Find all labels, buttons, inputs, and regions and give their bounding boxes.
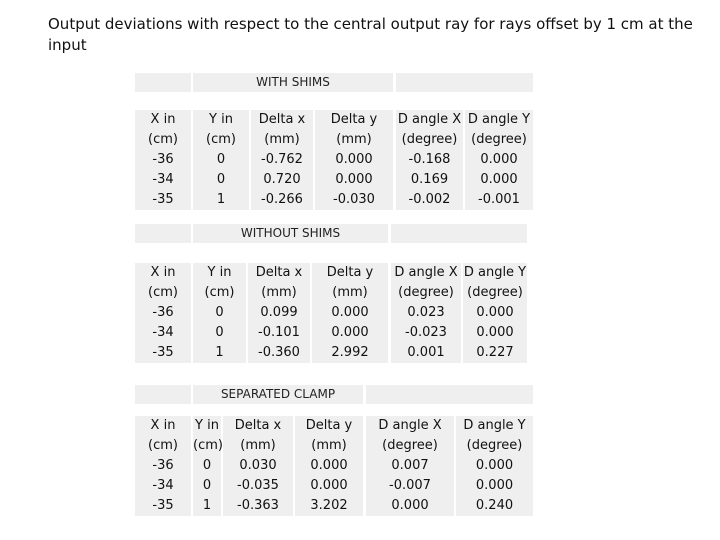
column-header: Delta x	[255, 265, 303, 280]
column-header: D angle X	[378, 418, 442, 433]
column-header: Delta y	[330, 112, 378, 127]
table-cell: -0.007	[389, 478, 431, 493]
column-header: X in	[150, 112, 176, 127]
column-unit: (mm)	[311, 438, 347, 453]
table-cell: 0.030	[239, 458, 277, 473]
column-y-in	[193, 416, 221, 516]
column-unit: (cm)	[148, 132, 178, 147]
caption-spacer	[366, 385, 533, 404]
table-cell: 0	[202, 458, 212, 473]
table-cell: 0.000	[480, 172, 518, 187]
table-cell: 0.023	[407, 305, 445, 320]
column-unit: (cm)	[148, 438, 178, 453]
table-cell: -0.360	[258, 345, 300, 360]
table-cell: 0.000	[331, 305, 369, 320]
column-delta-x	[248, 263, 310, 363]
caption-spacer	[135, 73, 191, 92]
column-x-in	[135, 263, 191, 363]
table-cell: 0	[202, 478, 212, 493]
column-unit: (degree)	[382, 438, 438, 453]
column-unit: (degree)	[398, 285, 454, 300]
column-unit: (cm)	[204, 285, 235, 300]
table-cell: 0.720	[263, 172, 301, 187]
table-cell: 0.169	[410, 172, 449, 187]
table-cell: 0.240	[475, 498, 514, 513]
column-unit: (degree)	[471, 132, 527, 147]
column-header: Y in	[207, 265, 232, 280]
column-header: D angle X	[394, 265, 458, 280]
table-caption: SEPARATED CLAMP	[193, 385, 363, 404]
column-d-angle-y	[465, 110, 533, 210]
table-cell: -0.002	[408, 192, 451, 207]
column-delta-x	[251, 110, 313, 210]
column-unit: (mm)	[240, 438, 276, 453]
column-unit: (cm)	[206, 132, 236, 147]
table-cell: -0.035	[237, 478, 279, 493]
column-header: Delta x	[234, 418, 282, 433]
column-d-angle-x	[366, 416, 454, 516]
table-cell: 0	[216, 172, 226, 187]
table-cell: -34	[152, 325, 174, 340]
table-cell: 0.000	[475, 458, 514, 473]
column-y-in	[193, 263, 246, 363]
column-delta-y	[315, 110, 393, 210]
table-cell: -36	[152, 152, 174, 167]
caption-spacer	[391, 224, 527, 243]
table-cell: 0.000	[310, 458, 348, 473]
table-cell: -0.001	[478, 192, 520, 207]
page-title: Output deviations with respect to the central output ray for rays offset by 1 cm at the input	[48, 15, 693, 54]
table-cell: -0.266	[261, 192, 303, 207]
column-delta-y	[295, 416, 363, 516]
column-unit: (mm)	[264, 132, 300, 147]
column-d-angle-y	[463, 263, 527, 363]
table-caption: WITH SHIMS	[193, 73, 393, 92]
table-cell: 1	[216, 192, 226, 207]
caption-spacer	[135, 385, 191, 404]
table-cell: -35	[152, 345, 174, 360]
column-d-angle-y	[456, 416, 533, 516]
column-header: Delta y	[326, 265, 374, 280]
column-d-angle-x	[391, 263, 461, 363]
table-cell: 0.001	[407, 345, 445, 360]
column-y-in	[193, 110, 249, 210]
table-cell: 0.227	[476, 345, 514, 360]
column-x-in	[135, 110, 191, 210]
table-cell: -0.030	[333, 192, 375, 207]
table-cell: 0.000	[391, 498, 429, 513]
column-unit: (cm)	[193, 438, 223, 453]
table-cell: 0.099	[260, 305, 298, 320]
table-cell: 0	[215, 305, 224, 320]
caption-spacer	[135, 224, 191, 243]
table-cell: 0.000	[331, 325, 369, 340]
column-header: D angle Y	[463, 265, 527, 280]
column-header: X in	[150, 265, 176, 280]
column-unit: (cm)	[148, 285, 178, 300]
column-header: Delta x	[258, 112, 306, 127]
column-header: D angle Y	[467, 112, 531, 127]
table-cell: -35	[152, 192, 174, 207]
column-x-in	[135, 416, 191, 516]
column-unit: (mm)	[336, 132, 372, 147]
table-cell: -34	[152, 478, 174, 493]
table-cell: 0.007	[391, 458, 429, 473]
caption-spacer	[396, 73, 533, 92]
table-cell: -0.023	[405, 325, 447, 340]
column-unit: (degree)	[466, 438, 523, 453]
table-cell: -36	[152, 458, 174, 473]
column-unit: (degree)	[467, 285, 523, 300]
table-cell: 0	[216, 152, 226, 167]
table-cell: 1	[202, 498, 212, 513]
column-unit: (mm)	[332, 285, 368, 300]
table-cell: 3.202	[310, 498, 348, 513]
table-cell: -0.762	[261, 152, 303, 167]
table-cell: 0.000	[480, 152, 518, 167]
table-cell: 0.000	[476, 305, 514, 320]
table-cell: 1	[215, 345, 224, 360]
column-header: Delta y	[305, 418, 353, 433]
column-header: X in	[150, 418, 176, 433]
column-header: Y in	[195, 418, 219, 433]
column-header: D angle X	[397, 112, 462, 127]
column-unit: (mm)	[261, 285, 297, 300]
column-header: D angle Y	[463, 418, 526, 433]
table-cell: 0.000	[476, 325, 514, 340]
table-cell: -0.168	[408, 152, 451, 167]
table-cell: 0	[215, 325, 224, 340]
column-unit: (degree)	[401, 132, 458, 147]
table-cell: -35	[152, 498, 174, 513]
table-cell: -36	[152, 305, 174, 320]
table-cell: 0.000	[310, 478, 348, 493]
table-cell: 0.000	[335, 172, 373, 187]
table-cell: 0.000	[335, 152, 373, 167]
table-caption: WITHOUT SHIMS	[193, 224, 388, 243]
table-cell: -0.101	[258, 325, 300, 340]
table-cell: -34	[152, 172, 174, 187]
table-cell: 0.000	[475, 478, 514, 493]
table-cell: -0.363	[237, 498, 279, 513]
column-delta-y	[312, 263, 388, 363]
column-d-angle-x	[396, 110, 463, 210]
column-delta-x	[223, 416, 293, 516]
column-header: Y in	[209, 112, 233, 127]
table-cell: 2.992	[331, 345, 369, 360]
